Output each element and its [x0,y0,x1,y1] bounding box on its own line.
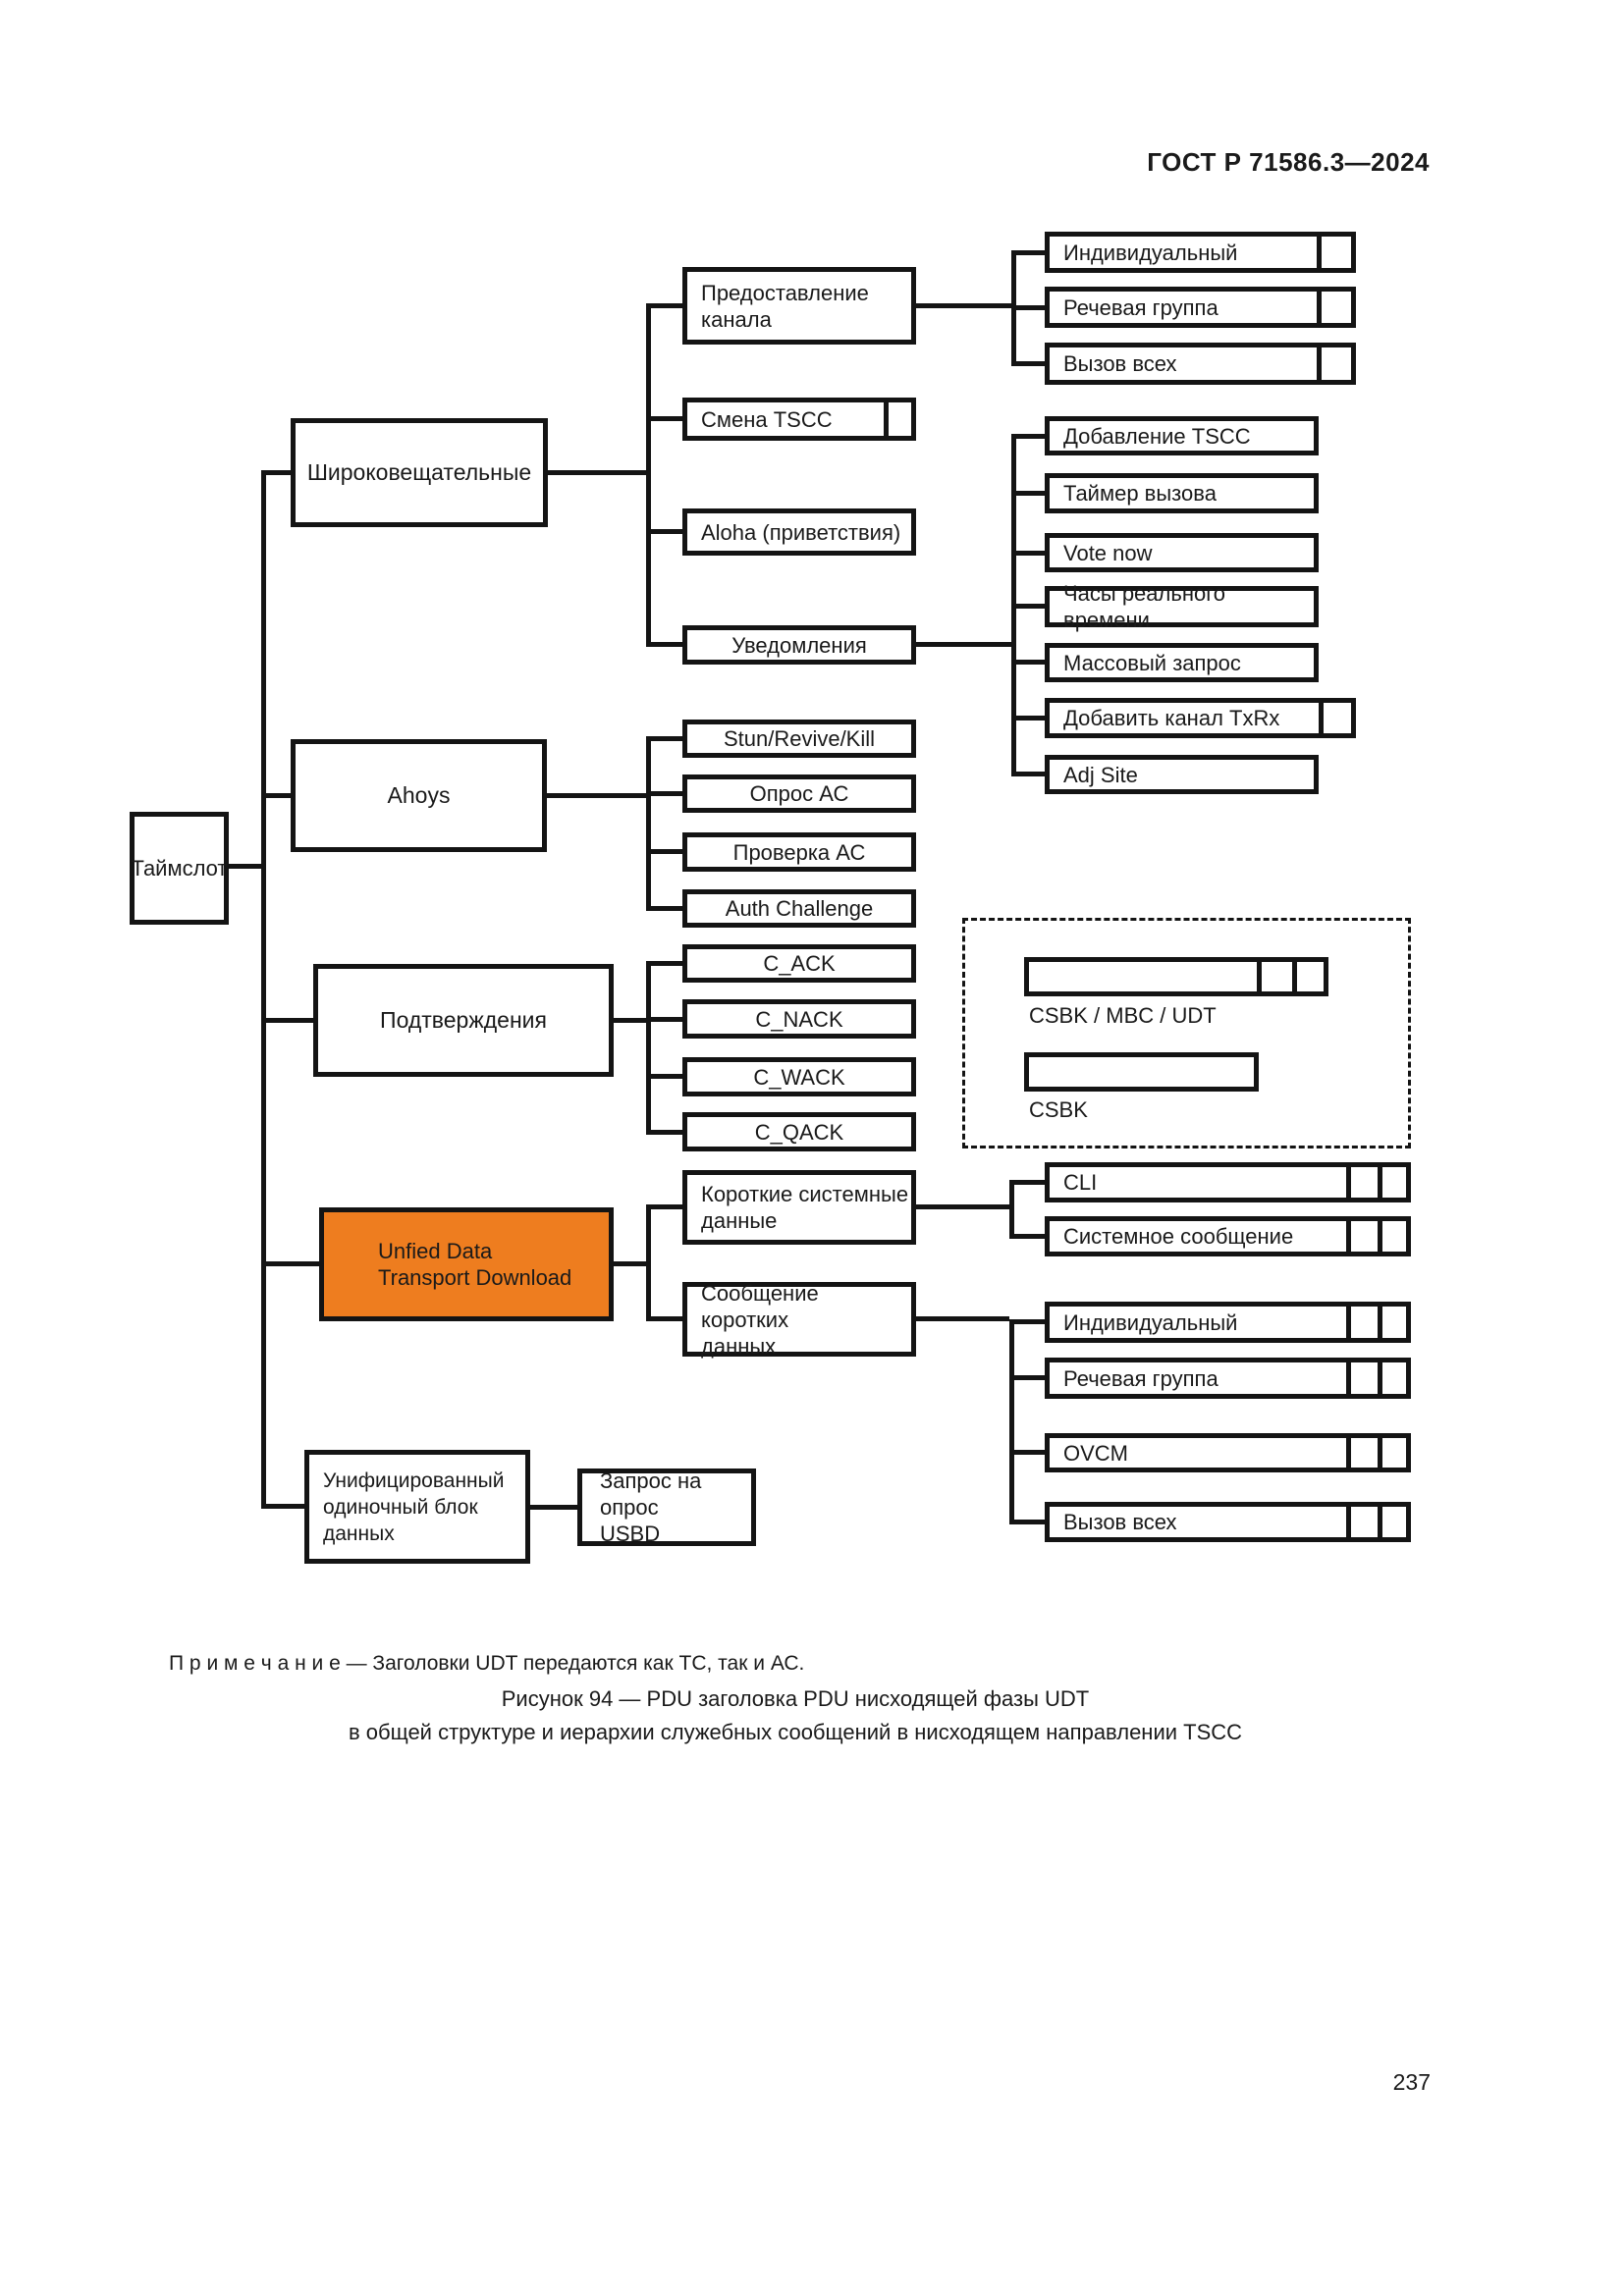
node-unified-single-data-block: Унифицированный одиночный блок данных [304,1450,530,1564]
connector-line [261,1018,313,1023]
connector-line [1011,660,1045,665]
connector-line [646,791,682,796]
running-header: ГОСТ Р 71586.3—2024 [1147,147,1430,177]
connector-line [1009,1180,1045,1185]
connector-line [646,642,682,647]
connector-line [1009,1234,1045,1239]
connector-line [916,642,1011,647]
cell-divider [1378,1167,1382,1198]
connector-line [548,470,646,475]
connector-line [1011,361,1045,366]
cell-divider [1346,1507,1351,1537]
cell-divider [1378,1438,1382,1468]
cell-divider [1292,962,1297,991]
page-number: 237 [1392,2069,1431,2095]
figure-caption-line1: Рисунок 94 — PDU заголовка PDU нисходящей фазы UDT [501,1686,1090,1711]
node-talkgroup-bottom: Речевая группа [1045,1358,1411,1399]
node-all-call-top: Вызов всех [1045,343,1356,385]
connector-line [646,1074,682,1079]
connector-line [1009,1319,1045,1324]
node-tscc-change: Смена TSCC [682,398,916,441]
node-add-channel-txrx: Добавить канал TxRx [1045,698,1356,738]
connector-line [916,303,1011,308]
node-short-system-data: Короткие системные данные [682,1170,916,1245]
figure-caption [167,1682,1424,1749]
node-add-tscc: Добавление TSCC [1045,416,1319,455]
figure-caption-line2: в общей структуре и иерархии служебных сообщений в нисходящем направлении TSCC [348,1720,1243,1744]
node-individual-top: Индивидуальный [1045,232,1356,273]
cell-divider [1319,703,1324,733]
connector-line [1011,551,1045,556]
node-announcements: Уведомления [682,625,916,665]
cell-divider [884,402,889,436]
node-call-timer: Таймер вызова [1045,473,1319,513]
connector-line [614,1018,646,1023]
node-aloha: Aloha (приветствия) [682,508,916,556]
connector-line [261,1504,307,1509]
connector-line [646,303,682,308]
connector-spine [646,961,651,1135]
connector-spine [1009,1180,1014,1239]
connector-line [916,1316,1009,1321]
node-c-ack: C_ACK [682,944,916,983]
connector-line [1009,1375,1045,1380]
cell-divider [1378,1221,1382,1252]
cell-divider [1317,237,1322,268]
connector-line [646,529,682,534]
node-adj-site: Adj Site [1045,755,1319,794]
connector-spine [646,736,651,910]
node-individual-bottom: Индивидуальный [1045,1302,1411,1343]
connector-line [646,1316,682,1321]
node-cli: CLI [1045,1162,1411,1202]
connector-line [261,1261,319,1266]
node-c-wack: C_WACK [682,1057,916,1096]
connector-line [1011,604,1045,609]
connector-line [646,416,682,421]
cell-divider [1346,1167,1351,1198]
cell-divider [1346,1438,1351,1468]
connector-line [1011,305,1045,310]
connector-spine [646,1204,651,1321]
connector-line [261,470,291,475]
node-udt-download: Unfied Data Transport Download [319,1207,614,1321]
connector-line [646,849,682,854]
connector-trunk [261,470,266,1509]
connector-line [646,1130,682,1135]
cell-divider [1346,1307,1351,1338]
connector-line [1011,491,1045,496]
legend-csbk-mbc-udt-label: CSBK / MBC / UDT [1029,1003,1217,1028]
connector-line [261,793,291,798]
node-short-data-message: Сообщение коротких данных [682,1282,916,1357]
node-check-ac: Проверка АС [682,832,916,872]
node-ahoys: Ahoys [291,739,547,852]
node-system-message: Системное сообщение [1045,1216,1411,1256]
connector-line [527,1505,577,1510]
connector-line [614,1261,646,1266]
connector-spine [1009,1319,1014,1524]
cell-divider [1378,1362,1382,1394]
connector-line [646,961,682,966]
node-talkgroup-top: Речевая группа [1045,287,1356,328]
connector-line [1011,250,1045,255]
node-acknowledgements: Подтверждения [313,964,614,1077]
node-all-call-bottom: Вызов всех [1045,1502,1411,1542]
node-mass-request: Массовый запрос [1045,643,1319,682]
connector-line [646,1204,682,1209]
cell-divider [1317,292,1322,323]
legend-csbk-mbc-udt-box [1024,957,1328,996]
cell-divider [1378,1307,1382,1338]
node-poll-ac: Опрос АС [682,774,916,813]
node-ovcm: OVCM [1045,1433,1411,1472]
cell-divider [1346,1221,1351,1252]
connector-line [1011,434,1045,439]
node-stun-revive-kill: Stun/Revive/Kill [682,720,916,758]
cell-divider [1346,1362,1351,1394]
connector-line [916,1204,1009,1209]
connector-line [1009,1450,1045,1455]
node-timeslot: Таймслот [130,812,229,925]
node-broadcast: Широковещательные [291,418,548,527]
legend-csbk-label: CSBK [1029,1097,1088,1122]
node-channel-grant: Предоставление канала [682,267,916,345]
cell-divider [1378,1507,1382,1537]
node-vote-now: Vote now [1045,533,1319,572]
node-usbd-poll-request: Запрос на опрос USBD [577,1468,756,1546]
node-auth-challenge: Auth Challenge [682,889,916,928]
connector-line [1011,772,1045,776]
node-c-nack: C_NACK [682,999,916,1039]
cell-divider [1317,347,1322,380]
figure-note: П р и м е ч а н и е — Заголовки UDT передаются как ТС, так и АС. [169,1652,805,1675]
connector-line [646,736,682,741]
connector-spine [646,303,651,647]
connector-line [1011,716,1045,721]
legend-csbk-box [1024,1052,1259,1092]
node-c-qack: C_QACK [682,1112,916,1151]
connector-line [646,1017,682,1022]
connector-line [547,793,646,798]
connector-line [646,906,682,911]
node-real-time-clock: Часы реального времени [1045,586,1319,627]
cell-divider [1257,962,1262,991]
connector-line [1009,1520,1045,1524]
